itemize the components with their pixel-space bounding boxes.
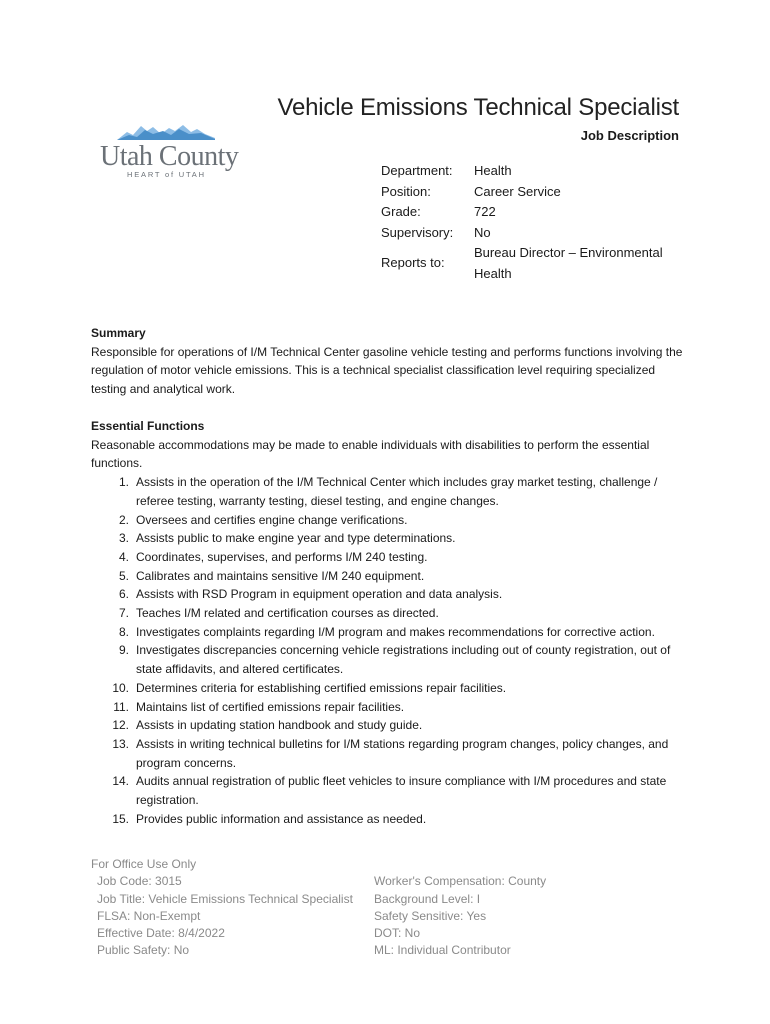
- list-item: [91, 548, 691, 567]
- detail-value: Bureau Director – Environmental Health: [474, 245, 663, 281]
- detail-row-supervisory: [381, 223, 684, 244]
- job-details: [381, 161, 684, 284]
- list-item: [91, 623, 691, 642]
- item-text: Assists in writing technical bulletins for I/M stations regarding program changes, policy changes, and program concerns.: [136, 736, 669, 770]
- list-item: [91, 735, 691, 772]
- list-item: [91, 716, 691, 735]
- mountains-icon: [117, 122, 215, 142]
- page-title: Vehicle Emissions Technical Specialist: [277, 94, 679, 121]
- detail-row-position: [381, 182, 684, 203]
- detail-label: Supervisory:: [381, 224, 454, 240]
- footer-flsa: FLSA: Non-Exempt: [97, 908, 201, 923]
- page-subtitle: Job Description: [580, 128, 679, 143]
- detail-label: Position:: [381, 183, 431, 199]
- item-text: Coordinates, supervises, and performs I/M 240 testing.: [136, 549, 428, 564]
- item-text: Oversees and certifies engine change verifications.: [136, 512, 408, 527]
- summary-text: Responsible for operations of I/M Technical Center gasoline vehicle testing and performs functions involving the regulation of motor vehicle emissions. This is a technical specialist classification level requiring specialized testing and analytical work.: [91, 344, 683, 397]
- item-number: 15.: [112, 811, 129, 826]
- item-text: Assists in updating station handbook and study guide.: [136, 718, 423, 733]
- detail-value: Health: [474, 163, 512, 178]
- item-number: 13.: [112, 736, 129, 751]
- list-item: [91, 772, 691, 809]
- item-text: Assists with RSD Program in equipment operation and data analysis.: [136, 587, 503, 602]
- footer-job-code: Job Code: 3015: [97, 874, 182, 889]
- item-number: 11.: [113, 699, 129, 714]
- list-item: [91, 641, 691, 678]
- footer-left-column: [91, 873, 374, 959]
- utah-county-logo: [100, 122, 239, 182]
- list-item: [91, 529, 691, 548]
- duties-list: [91, 473, 691, 828]
- detail-row-reports-to: [381, 243, 684, 284]
- item-text: Investigates discrepancies concerning vehicle registrations including out of county registration, out of state affidavits, and altered certificates.: [136, 643, 671, 677]
- logo-name: Utah County: [100, 141, 239, 172]
- detail-value: No: [474, 224, 491, 240]
- item-text: Maintains list of certified emissions repair facilities.: [136, 699, 405, 714]
- footer-workers-comp: Worker's Compensation: County: [374, 874, 547, 889]
- list-item: [91, 604, 691, 623]
- list-item: [91, 698, 691, 717]
- item-text: Audits annual registration of public fleet vehicles to insure compliance with I/M procedures and state registration.: [136, 774, 667, 808]
- footer-job-title: Job Title: Vehicle Emissions Technical Specialist: [97, 891, 353, 906]
- detail-value: Career Service: [474, 183, 561, 199]
- logo-tagline: HEART of UTAH: [127, 170, 206, 179]
- summary-section: [91, 324, 691, 399]
- item-number: 1.: [118, 475, 129, 490]
- item-number: 3.: [118, 531, 129, 546]
- footer-public-safety: Public Safety: No: [97, 943, 190, 958]
- footer-dot: DOT: No: [374, 926, 421, 941]
- item-number: 8.: [118, 624, 129, 639]
- footer-right-column: [374, 873, 651, 959]
- item-number: 2.: [118, 512, 129, 527]
- item-number: 4.: [118, 549, 129, 564]
- essential-functions-section: [91, 417, 691, 828]
- office-use-footer: [91, 856, 651, 960]
- footer-safety-sensitive: Safety Sensitive: Yes: [374, 908, 487, 923]
- item-text: Assists in the operation of the I/M Technical Center which includes gray market testing, challenge / referee testing, warranty testing, diesel testing, and engine changes.: [136, 475, 658, 508]
- detail-label: Reports to:: [381, 255, 445, 271]
- item-number: 5.: [118, 568, 129, 583]
- item-text: Determines criteria for establishing certified emissions repair facilities.: [136, 680, 507, 695]
- list-item: [91, 679, 691, 698]
- item-text: Investigates complaints regarding I/M program and makes recommendations for corrective action.: [136, 624, 655, 639]
- item-number: 12.: [112, 718, 129, 733]
- item-text: Calibrates and maintains sensitive I/M 240 equipment.: [136, 568, 425, 583]
- list-item: [91, 511, 691, 530]
- item-number: 10.: [112, 680, 129, 695]
- essential-heading: Essential Functions: [91, 419, 205, 433]
- list-item: [91, 585, 691, 604]
- summary-heading: Summary: [91, 326, 146, 340]
- essential-intro: Reasonable accommodations may be made to enable individuals with disabilities to perform the essential functions.: [91, 437, 650, 471]
- detail-label: Department:: [381, 163, 453, 178]
- footer-effective-date: Effective Date: 8/4/2022: [97, 926, 225, 941]
- item-text: Provides public information and assistance as needed.: [136, 811, 427, 826]
- item-text: Assists public to make engine year and type determinations.: [136, 531, 456, 546]
- detail-row-department: [381, 161, 684, 182]
- list-item: [91, 473, 691, 510]
- item-number: 6.: [118, 587, 129, 602]
- detail-label: Grade:: [381, 204, 421, 219]
- footer-background-level: Background Level: I: [374, 891, 481, 906]
- item-number: 14.: [112, 774, 129, 789]
- detail-value: 722: [474, 204, 496, 219]
- item-number: 7.: [118, 606, 129, 621]
- item-number: 9.: [118, 643, 129, 658]
- item-text: Teaches I/M related and certification courses as directed.: [136, 606, 439, 621]
- footer-heading: For Office Use Only: [91, 857, 197, 871]
- footer-ml: ML: Individual Contributor: [374, 943, 511, 958]
- detail-row-grade: [381, 202, 684, 223]
- list-item: [91, 567, 691, 586]
- list-item: [91, 810, 691, 829]
